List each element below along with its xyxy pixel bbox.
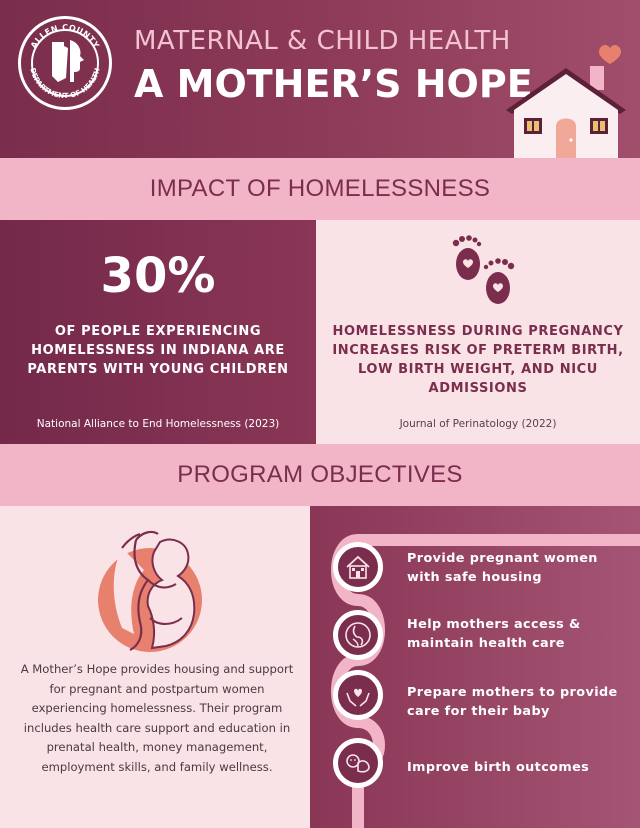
mother-and-baby-icon: [92, 518, 212, 658]
impact-heading-band: [0, 158, 640, 220]
impact-risk-text: HOMELESSNESS DURING PREGNANCY INCREASES RISK OF PRETERM BIRTH, LOW BIRTH WEIGHT, AND NICU ADMISSIONS: [332, 324, 624, 396]
house-icon: [333, 542, 383, 592]
baby-icon: [333, 738, 383, 788]
objective-label: Prepare mothers to provide care for their baby: [407, 685, 618, 719]
impact-stat-source: National Alliance to End Homelessness (2023): [36, 418, 280, 430]
objectives-heading: PROGRAM OBJECTIVES: [177, 461, 463, 488]
objective-item-birth-outcomes: [310, 738, 640, 798]
impact-stat-value: 30%: [100, 248, 216, 304]
svg-text:ALLEN COUNTY: ALLEN COUNTY: [28, 22, 102, 50]
objective-item-housing: [310, 546, 640, 606]
health-department-seal: [18, 16, 112, 110]
hands-heart-icon: [333, 670, 383, 720]
header-subtitle: MATERNAL & CHILD HEALTH: [134, 26, 511, 56]
seal-graphic: [18, 16, 112, 110]
baby-feet-icon: [448, 232, 520, 308]
objectives-heading-band: [0, 444, 640, 506]
objective-label: Help mothers access & maintain health care: [407, 617, 581, 651]
header: [0, 0, 640, 160]
objectives-panel: [310, 506, 640, 828]
impact-risk-source: Journal of Perinatology (2022): [399, 418, 557, 430]
impact-risk-panel: [316, 220, 640, 444]
objective-label: Improve birth outcomes: [407, 760, 590, 775]
objective-item-health-care: [310, 610, 640, 670]
house-heart-icon: [504, 34, 630, 160]
pregnancy-icon: [333, 610, 383, 660]
program-description: A Mother’s Hope provides housing and support for pregnant and postpartum women experiencing homelessness. Their program includes health care support and education in prenatal health, money management, employment skills, and family wellness.: [20, 662, 294, 774]
impact-stat-text: OF PEOPLE EXPERIENCING HOMELESSNESS IN INDIANA ARE PARENTS WITH YOUNG CHILDREN: [27, 324, 289, 377]
impact-stat-panel: [0, 220, 316, 444]
program-description-panel: [0, 506, 310, 828]
objective-label: Provide pregnant women with safe housing: [407, 551, 598, 585]
svg-text:DEPARTMENT OF HEALTH: DEPARTMENT OF HEALTH: [28, 67, 102, 101]
objective-item-baby-care: [310, 670, 640, 730]
page-title: A MOTHER’S HOPE: [134, 62, 533, 106]
impact-heading: IMPACT OF HOMELESSNESS: [149, 175, 491, 202]
